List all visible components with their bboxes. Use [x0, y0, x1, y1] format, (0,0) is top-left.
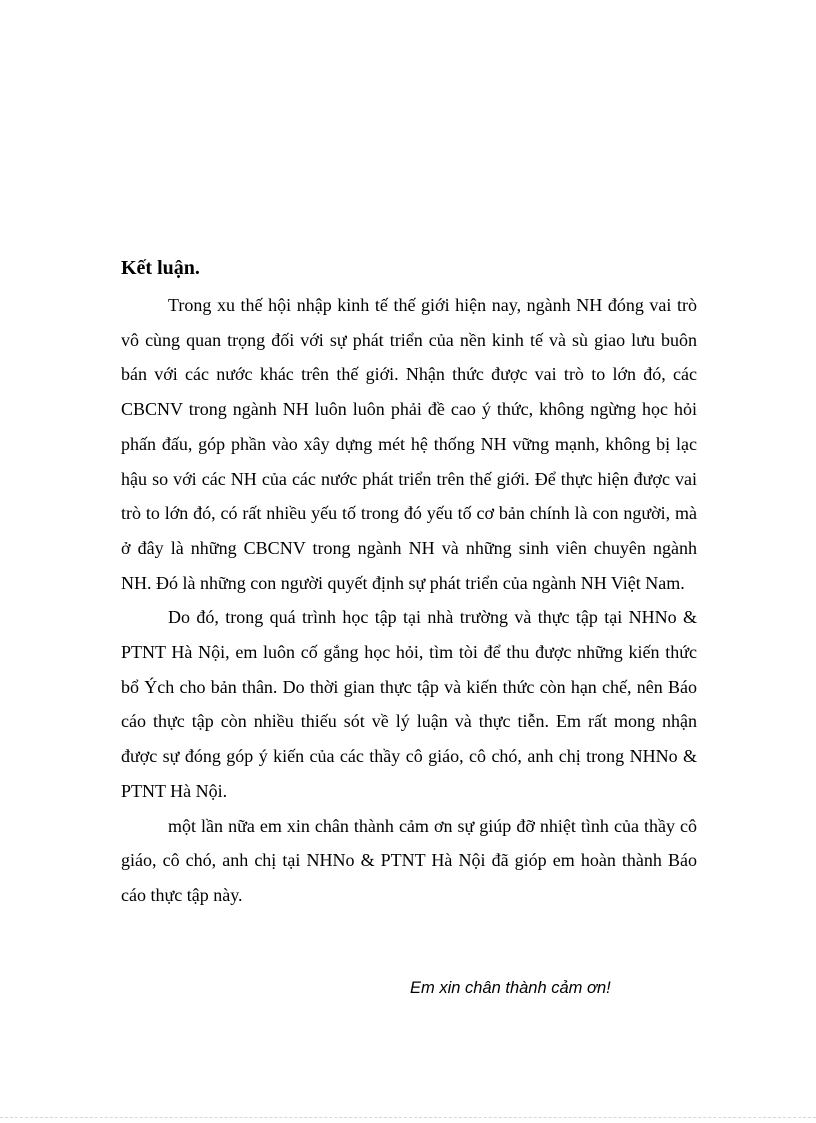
paragraph-1: Trong xu thế hội nhập kinh tế thế giới hiện nay, ngành NH đóng vai trò vô cùng quan trọng đối với sự phát triển của nền kinh tế và sù giao lưu buôn bán với các nước khác trên thế giới. Nhận thức được vai trò to lớn đó, các CBCNV trong ngành NH luôn luôn phải đề cao ý thức, không ngừng học hỏi phấn đấu, góp phần vào xây dựng mét hệ thống NH vững mạnh, không bị lạc hậu so với các NH của các nước phát triển trên thế giới. Để thực hiện được vai trò to lớn đó, có rất nhiều yếu tố trong đó yếu tố cơ bản chính là con người, mà ở đây là những CBCNV trong ngành NH và những sinh viên chuyên ngành NH. Đó là những con người quyết định sự phát triển của ngành NH Việt Nam. — [121, 295, 697, 593]
paragraph-3: một lần nữa em xin chân thành cảm ơn sự giúp đỡ nhiệt tình của thầy cô giáo, cô chó, anh chị tại NHNo & PTNT Hà Nội đã gióp em hoàn thành Báo cáo thực tập này. — [121, 815, 697, 905]
section-heading: Kết luận. — [121, 257, 200, 279]
document-body — [121, 288, 697, 913]
closing-signoff: Em xin chân thành cảm ơn! — [410, 979, 611, 997]
page-bottom-divider — [0, 1117, 816, 1118]
paragraph-2: Do đó, trong quá trình học tập tại nhà trường và thực tập tại NHNo & PTNT Hà Nội, em luôn cố gắng học hỏi, tìm tòi để thu được những kiến thức bổ Ých cho bản thân. Do thời gian thực tập và kiến thức còn hạn chế, nên Báo cáo thực tập còn nhiều thiếu sót về lý luận và thực tiễn. Em rất mong nhận được sự đóng góp ý kiến của các thầy cô giáo, cô chó, anh chị trong NHNo & PTNT Hà Nội. — [121, 607, 697, 801]
